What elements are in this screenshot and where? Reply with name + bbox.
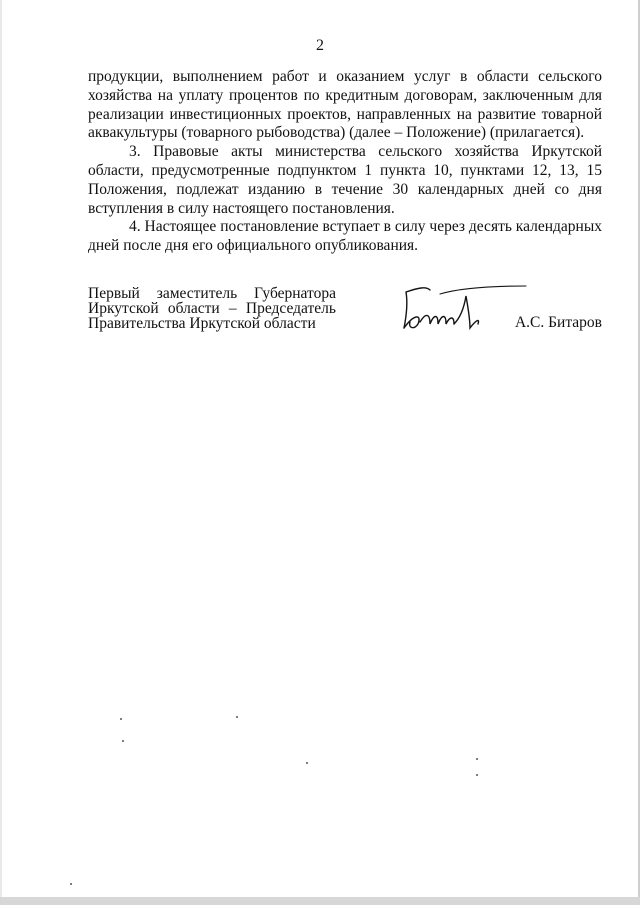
signer-title — [88, 286, 336, 331]
scan-speck — [476, 774, 478, 776]
paragraph-continuation: продукции, выполнением работ и оказанием услуг в области сельского хозяйства на уплату процентов по кредитным договорам, заключенным для реализации инвестиционных проектов, направленных на развитие товарной аквакультуры (товарного рыбоводства) (далее – Положение) (прилагается). — [88, 68, 602, 142]
handwritten-signature — [400, 278, 530, 334]
scan-speck — [120, 718, 122, 720]
page-number: 2 — [316, 37, 324, 54]
signer-title-line: Первый заместитель Губернатора — [88, 285, 336, 302]
signature-block — [88, 286, 602, 346]
scan-speck — [122, 740, 124, 742]
scan-left-edge — [0, 0, 2, 905]
scan-speck — [476, 758, 478, 760]
scan-bottom-edge — [0, 897, 640, 905]
document-body — [88, 68, 602, 256]
paragraph-item-4: 4. Настоящее постановление вступает в силу через десять календарных дней после дня его официального опубликования. — [88, 218, 602, 255]
signer-name: А.С. Битаров — [514, 314, 602, 331]
scan-speck — [236, 716, 238, 718]
signer-title-line: Правительства Иркутской области — [88, 315, 316, 332]
signer-title-line: Иркутской области – Председатель — [88, 300, 336, 317]
scan-speck — [306, 762, 308, 764]
scan-speck — [70, 883, 72, 885]
paragraph-item-3: 3. Правовые акты министерства сельского хозяйства Иркутской области, предусмотренные подпунктом 1 пункта 10, пунктами 12, 13, 15 Положения, подлежат изданию в течение 30 календарных дней со дня вступления в силу настоящего постановления. — [88, 143, 602, 217]
